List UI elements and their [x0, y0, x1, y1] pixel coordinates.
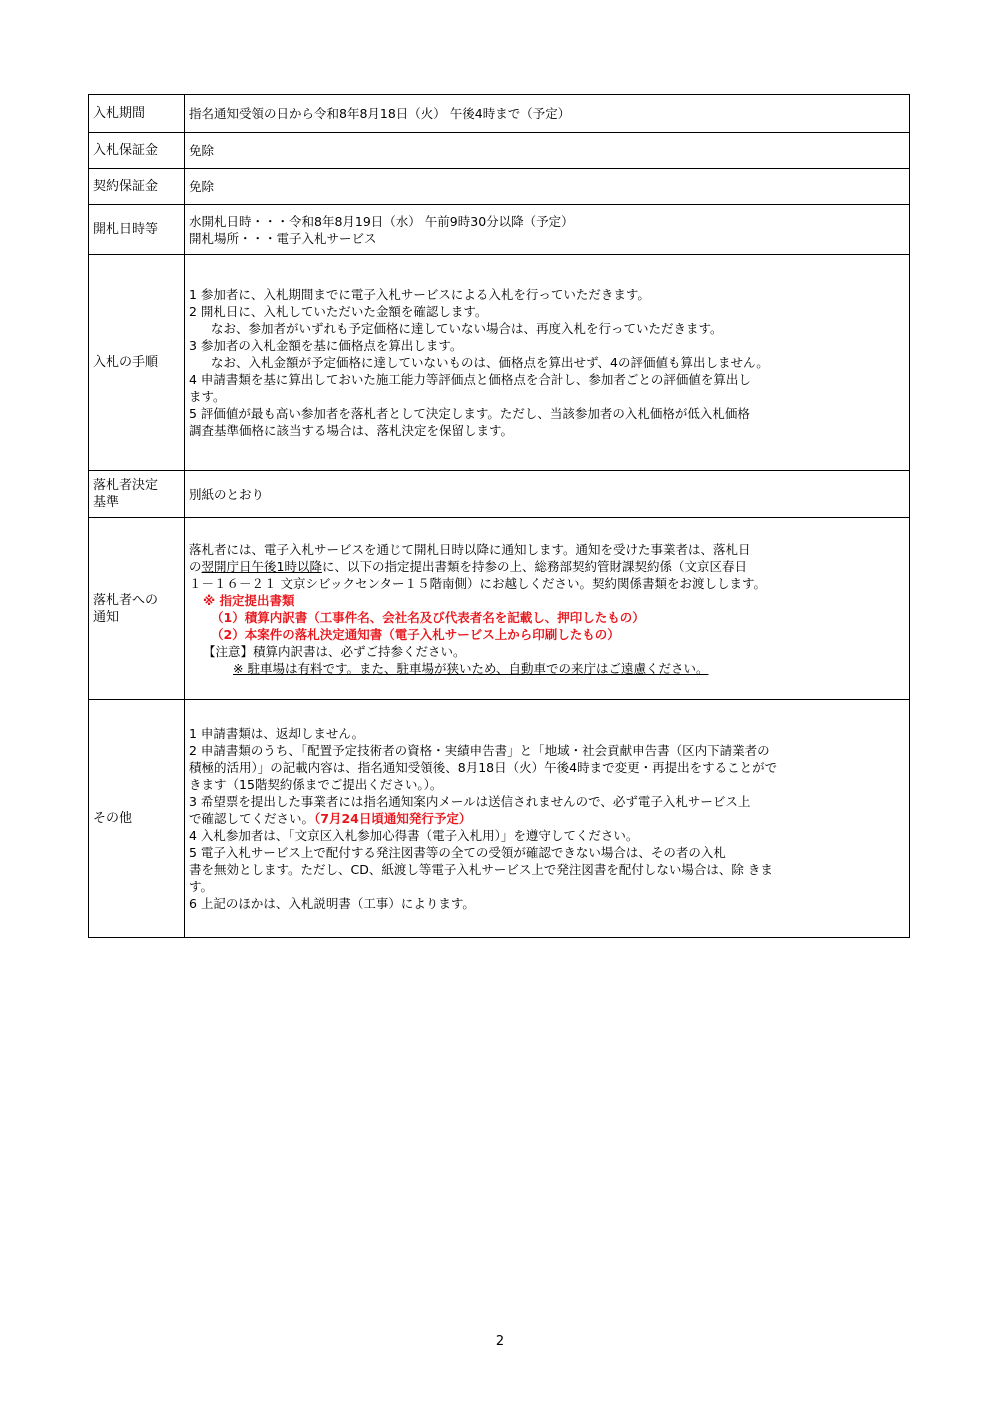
label-bid-bond: 入札保証金	[89, 133, 185, 169]
value-notice	[185, 518, 910, 700]
value-opening	[185, 205, 910, 255]
procedure-line: 3 参加者の入札金額を基に価格点を算出します。	[189, 338, 463, 353]
other-text: で確認してください。	[189, 811, 315, 826]
other-line: 積極的活用）」の記載内容は、指名通知受領後、8月18日（火）午後4時まで変更・再提出をすることがで	[189, 760, 778, 775]
row-contract-bond	[89, 169, 910, 205]
other-line: きます（15階契約係までご提出ください。）。	[189, 777, 443, 792]
procedure-line: 2 開札日に、入札していただいた金額を確認します。	[189, 304, 488, 319]
procedure-line: なお、入札金額が予定価格に達していないものは、価格点を算出せず、4の評価値も算出しません。	[211, 355, 769, 370]
notice-required-docs-heading: ※ 指定提出書類	[203, 592, 295, 608]
procedure-line: 4 申請書類を基に算出しておいた施工能力等評価点と価格点を合計し、参加者ごとの評価値を算出し	[189, 372, 751, 387]
procedure-line: 1 参加者に、入札期間までに電子入札サービスによる入札を行っていただきます。	[189, 287, 650, 302]
other-line: 4 入札参加者は、「文京区入札参加心得書（電子入札用）」を遵守してください。	[189, 828, 639, 843]
other-line: 書を無効とします。ただし、CD、紙渡し等電子入札サービス上で発注図書を配付しない場合は、除 きま	[189, 862, 773, 877]
value-bid-period: 指名通知受領の日から令和8年8月18日（火） 午後4時まで（予定）	[185, 95, 910, 133]
row-bid-bond	[89, 133, 910, 169]
other-line: 3 希望票を提出した事業者には指名通知案内メールは送信されませんので、必ず電子入札サービス上	[189, 794, 751, 809]
row-opening	[89, 205, 910, 255]
notice-required-doc: （1）積算内訳書（工事件名、会社名及び代表者名を記載し、押印したもの）	[211, 609, 645, 625]
value-contract-bond: 免除	[185, 169, 910, 205]
notice-line: １－１６－２１ 文京シビックセンター１５階南側）にお越しください。契約関係書類をお渡しします。	[189, 575, 766, 591]
notice-line	[189, 558, 905, 575]
notice-caution: 【注意】積算内訳書は、必ずご持参ください。	[203, 643, 466, 659]
row-notice	[89, 518, 910, 700]
label-criteria	[89, 471, 185, 518]
opening-place: 開札場所・・・電子入札サービス	[189, 230, 377, 246]
opening-datetime: 水開札日時・・・令和8年8月19日（水） 午前9時30分以降（予定）	[189, 213, 574, 229]
notice-required-doc: （2）本案件の落札決定通知書（電子入札サービス上から印刷したもの）	[211, 626, 620, 642]
procedure-line: ます。	[189, 389, 226, 404]
value-other	[185, 700, 910, 938]
label-notice	[89, 518, 185, 700]
notice-text: に、以下の指定提出書類を持参の上、総務部契約管財課契約係（文京区春日	[321, 558, 747, 574]
procedure-line: 5 評価値が最も高い参加者を落札者として決定します。ただし、当該参加者の入札価格が低入札価格	[189, 406, 750, 421]
notice-line: 落札者には、電子入札サービスを通じて開札日時以降に通知します。通知を受けた事業者は、落札日	[189, 541, 751, 557]
label-criteria-line: 基準	[93, 495, 120, 510]
label-opening: 開札日時等	[89, 205, 185, 255]
row-criteria	[89, 471, 910, 518]
bid-info-table	[88, 94, 910, 938]
label-bid-period: 入札期間	[89, 95, 185, 133]
other-line: す。	[189, 879, 214, 894]
procedure-line: 調査基準価格に該当する場合は、落札決定を保留します。	[189, 423, 514, 438]
other-line: 6 上記のほかは、入札説明書（工事）によります。	[189, 896, 475, 911]
label-contract-bond: 契約保証金	[89, 169, 185, 205]
procedure-line: なお、参加者がいずれも予定価格に達していない場合は、再度入札を行っていただきます。	[211, 321, 723, 336]
other-line: 5 電子入札サービス上で配付する発注図書等の全ての受領が確認できない場合は、その者の入札	[189, 845, 726, 860]
other-line	[189, 810, 905, 827]
notice-text: の	[189, 558, 202, 574]
value-procedure	[185, 255, 910, 471]
other-line: 2 申請書類のうち、「配置予定技術者の資格・実績申告書」と「地域・社会貢献申告書（区内下請業者の	[189, 743, 770, 758]
label-other: その他	[89, 700, 185, 938]
row-bid-period	[89, 95, 910, 133]
row-procedure	[89, 255, 910, 471]
label-criteria-line: 落札者決定	[93, 478, 159, 493]
label-notice-line: 通知	[93, 609, 120, 625]
page-number: 2	[495, 1334, 505, 1349]
notice-deadline-underlined: 翌開庁日午後1時以降	[201, 558, 322, 574]
label-notice-line: 落札者への	[93, 592, 159, 608]
row-other	[89, 700, 910, 938]
value-criteria: 別紙のとおり	[185, 471, 910, 518]
notice-parking: ※ 駐車場は有料です。また、駐車場が狭いため、自動車での来庁はご遠慮ください。	[233, 660, 709, 676]
value-bid-bond: 免除	[185, 133, 910, 169]
label-procedure: 入札の手順	[89, 255, 185, 471]
other-issue-date-note: （7月24日頃通知発行予定）	[314, 811, 472, 826]
other-line: 1 申請書類は、返却しません。	[189, 726, 365, 741]
